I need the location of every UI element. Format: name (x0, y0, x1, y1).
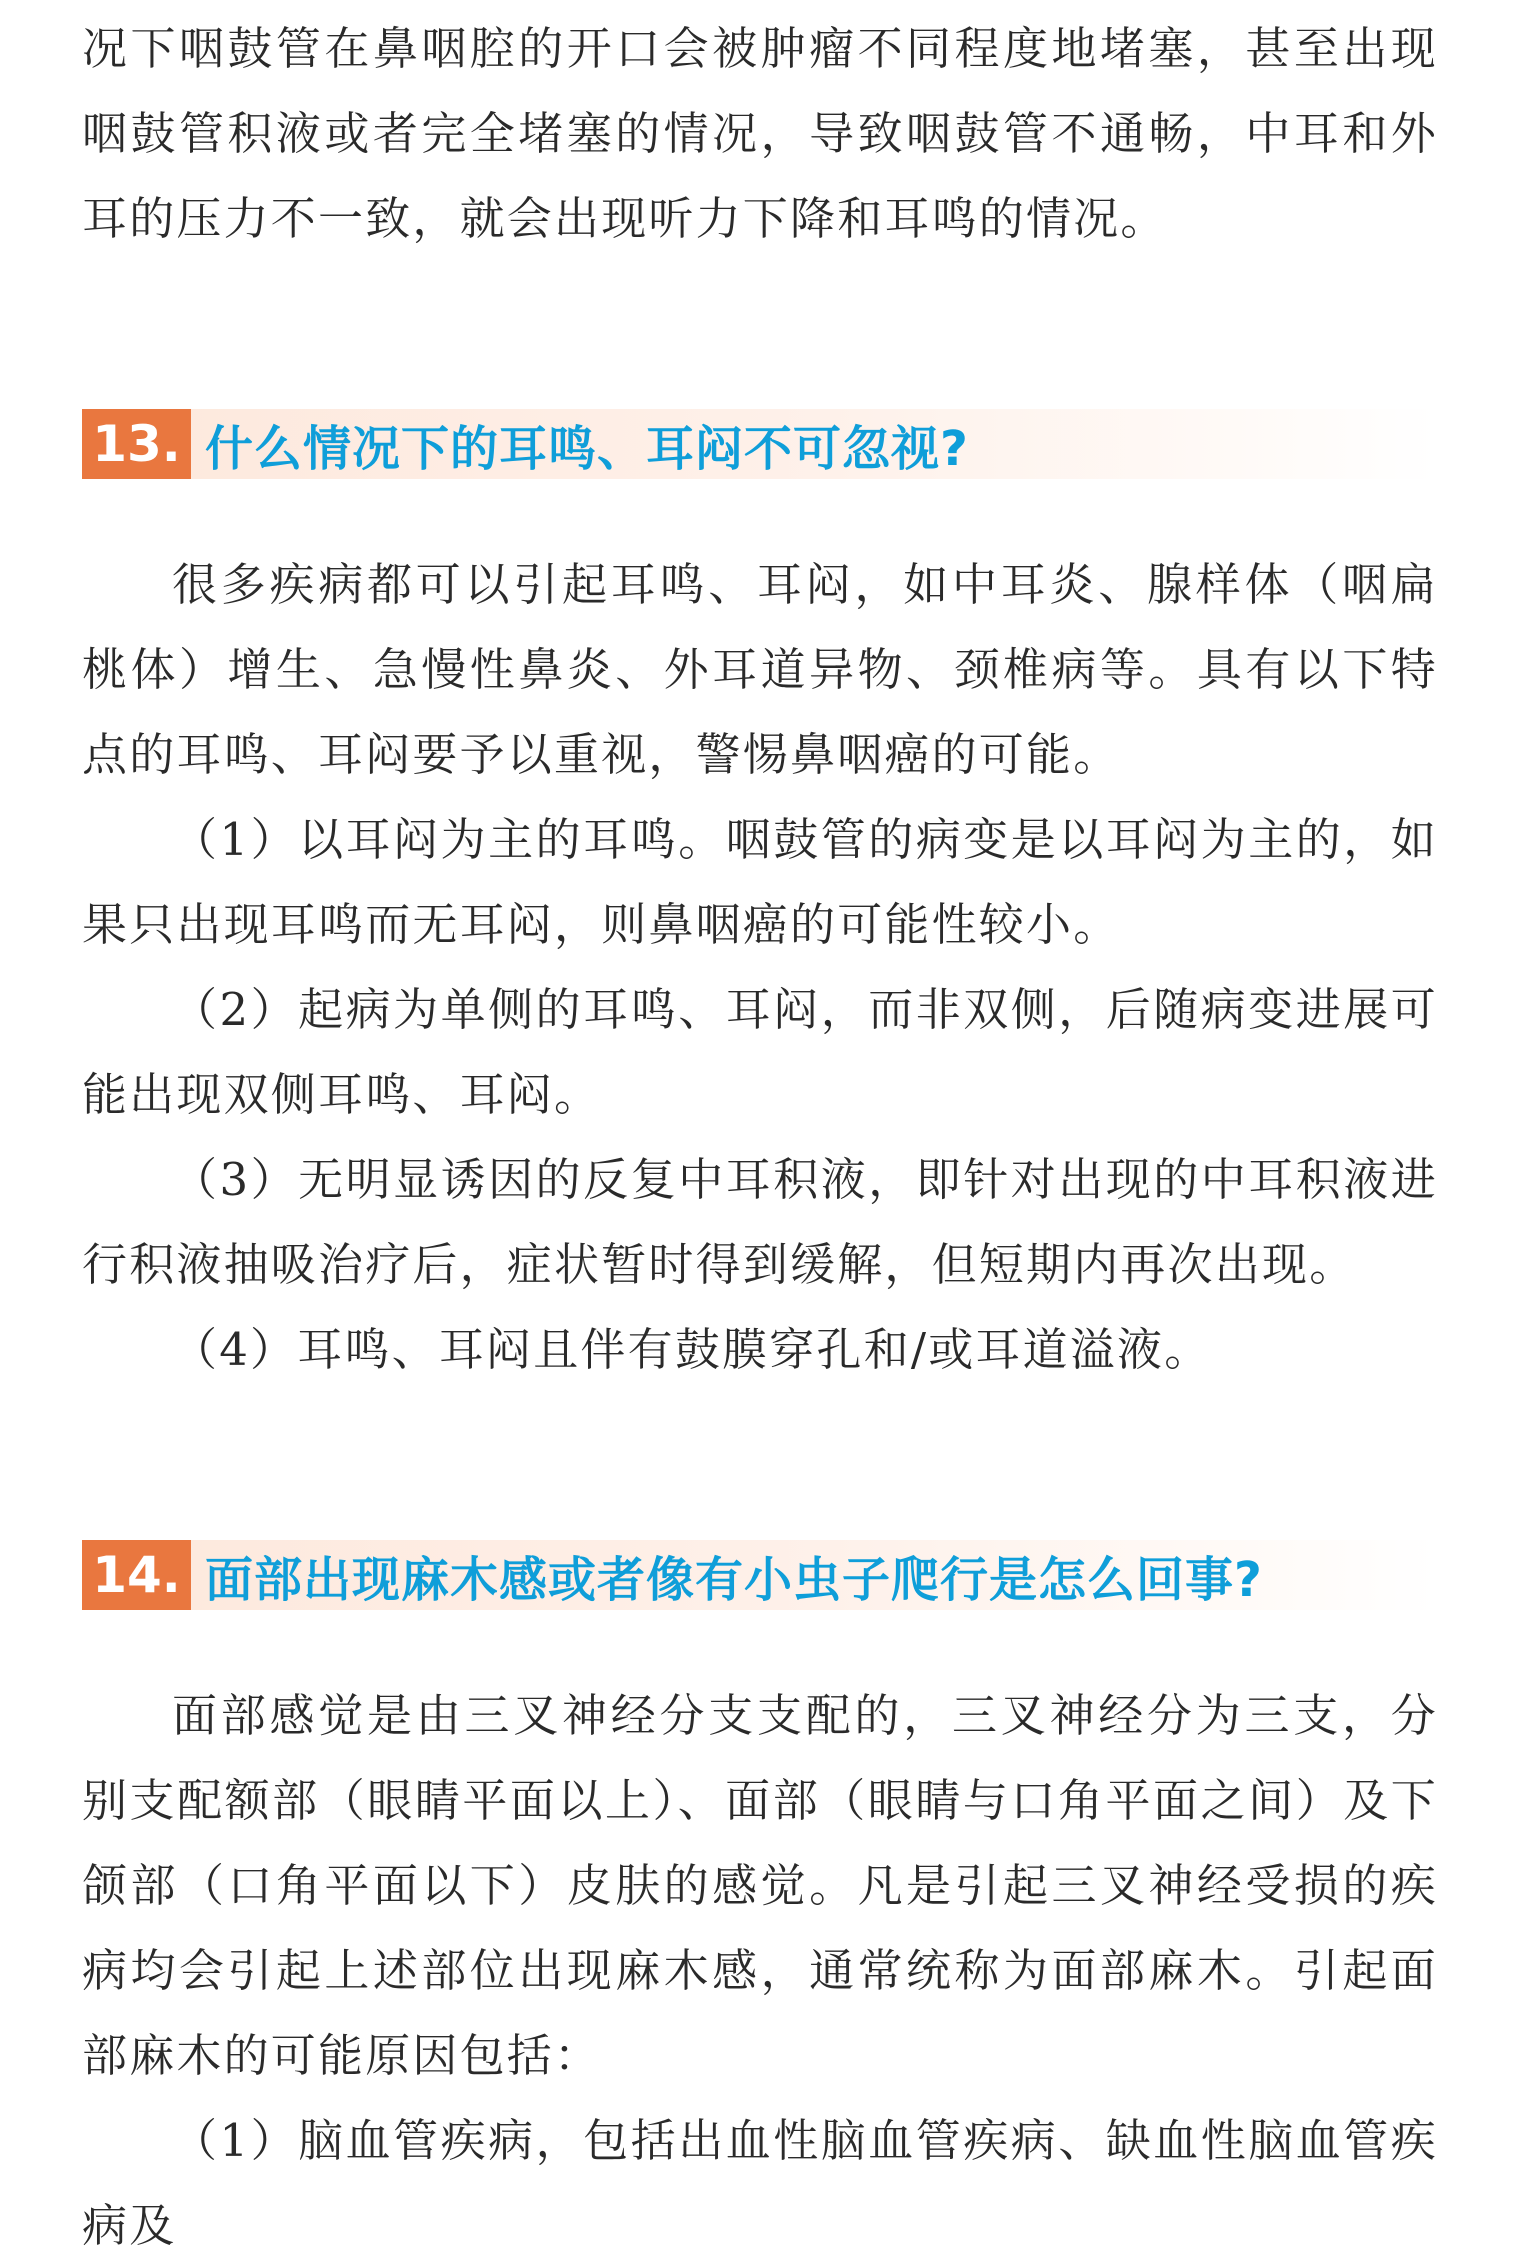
section-13-item-4: （4）耳鸣、耳闷且伴有鼓膜穿孔和/或耳道溢液。 (172, 1323, 1212, 1376)
section-14-title: 面部出现麻木感或者像有小虫子爬行是怎么回事? (205, 1551, 1263, 1608)
section-13-paragraph-intro: 很多疾病都可以引起耳鸣、耳闷，如中耳炎、腺样体（咽扁桃体）增生、急慢性鼻炎、外耳道异物、颈椎病等。具有以下特点的耳鸣、耳闷要予以重视，警惕鼻咽癌的可能。 (82, 558, 1438, 781)
section-13-item-3: （3）无明显诱因的反复中耳积液，即针对出现的中耳积液进行积液抽吸治疗后，症状暂时得到缓解，但短期内再次出现。 (82, 1153, 1438, 1291)
section-14-paragraph-intro: 面部感觉是由三叉神经分支支配的，三叉神经分为三支，分别支配额部（眼睛平面以上）、面部（眼睛与口角平面之间）及下颌部（口角平面以下）皮肤的感觉。凡是引起三叉神经受损的疾病均会引起上述部位出现麻木感，通常统称为面部麻木。引起面部麻木的可能原因包括： (82, 1689, 1438, 2082)
section-14-number: 14. (82, 1540, 191, 1610)
section-13-header (82, 409, 1438, 479)
document-page (82, 0, 1438, 2268)
section-14-item-1: （1）脑血管疾病，包括出血性脑血管疾病、缺血性脑血管疾病及 (82, 2114, 1438, 2252)
intro-paragraph: 况下咽鼓管在鼻咽腔的开口会被肿瘤不同程度地堵塞，甚至出现咽鼓管积液或者完全堵塞的情况，导致咽鼓管不通畅，中耳和外耳的压力不一致，就会出现听力下降和耳鸣的情况。 (82, 22, 1438, 245)
section-14-header (82, 1540, 1438, 1610)
section-13-item-2: （2）起病为单侧的耳鸣、耳闷，而非双侧，后随病变进展可能出现双侧耳鸣、耳闷。 (82, 983, 1438, 1121)
section-13-number: 13. (82, 409, 191, 479)
section-13-item-1: （1）以耳闷为主的耳鸣。咽鼓管的病变是以耳闷为主的，如果只出现耳鸣而无耳闷，则鼻咽癌的可能性较小。 (82, 813, 1438, 951)
section-13-title: 什么情况下的耳鸣、耳闷不可忽视? (205, 420, 969, 477)
